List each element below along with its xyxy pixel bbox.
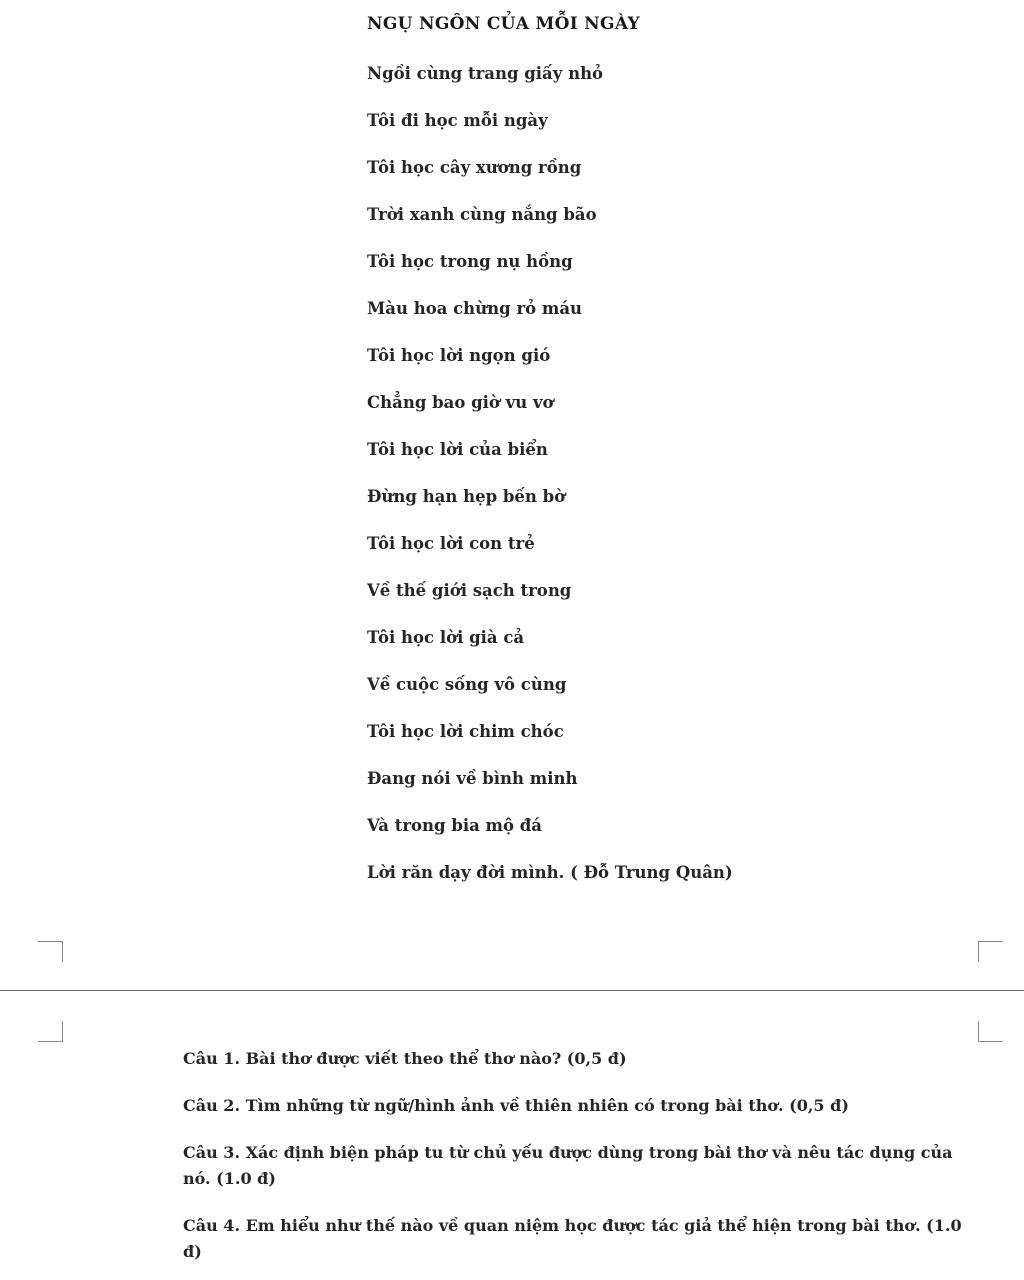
poem-line: Màu hoa chừng rỏ máu [367,299,583,318]
page-corner-marker [978,1021,1003,1042]
poem-line: Đang nói về bình minh [367,769,578,788]
poem-line: Trời xanh cùng nắng bão [367,205,597,224]
poem-line: Đừng hạn hẹp bến bờ [367,487,566,506]
page-corner-marker [978,941,1003,962]
poem-body [367,62,733,908]
poem-line: Tôi học trong nụ hồng [367,252,573,271]
poem-line: Tôi học lời của biển [367,440,548,459]
page-break-divider [0,990,1024,991]
poem-line: Tôi học lời chim chóc [367,722,564,741]
poem-line: Và trong bia mộ đá [367,816,542,835]
poem-line: Tôi học lời con trẻ [367,534,535,553]
poem-line: Về thế giới sạch trong [367,581,572,600]
poem-line: Về cuộc sống vô cùng [367,675,567,694]
question-item: Câu 3. Xác định biện pháp tu từ chủ yếu được dùng trong bài thơ và nêu tác dụng của nó. (1.0 đ) [183,1143,953,1188]
poem-line: Ngồi cùng trang giấy nhỏ [367,64,604,83]
poem-line: Tôi học cây xương rồng [367,158,582,177]
page-corner-marker [38,941,63,962]
question-list [183,1046,973,1280]
question-item: Câu 2. Tìm những từ ngữ/hình ảnh về thiên nhiên có trong bài thơ. (0,5 đ) [183,1096,849,1115]
poem-line-attribution: Lời răn dạy đời mình. ( Đỗ Trung Quân) [367,863,733,882]
poem-line: Tôi đi học mỗi ngày [367,111,548,130]
poem-line: Chẳng bao giờ vu vơ [367,393,554,412]
page-corner-marker [38,1021,63,1042]
question-item: Câu 4. Em hiểu như thế nào về quan niệm học được tác giả thể hiện trong bài thơ. (1.0 đ) [183,1216,962,1261]
poem-line: Tôi học lời ngọn gió [367,346,551,365]
poem-line: Tôi học lời già cả [367,628,525,647]
poem-title: NGỤ NGÔN CỦA MỖI NGÀY [367,14,640,34]
question-item: Câu 1. Bài thơ được viết theo thể thơ nào? (0,5 đ) [183,1049,627,1068]
